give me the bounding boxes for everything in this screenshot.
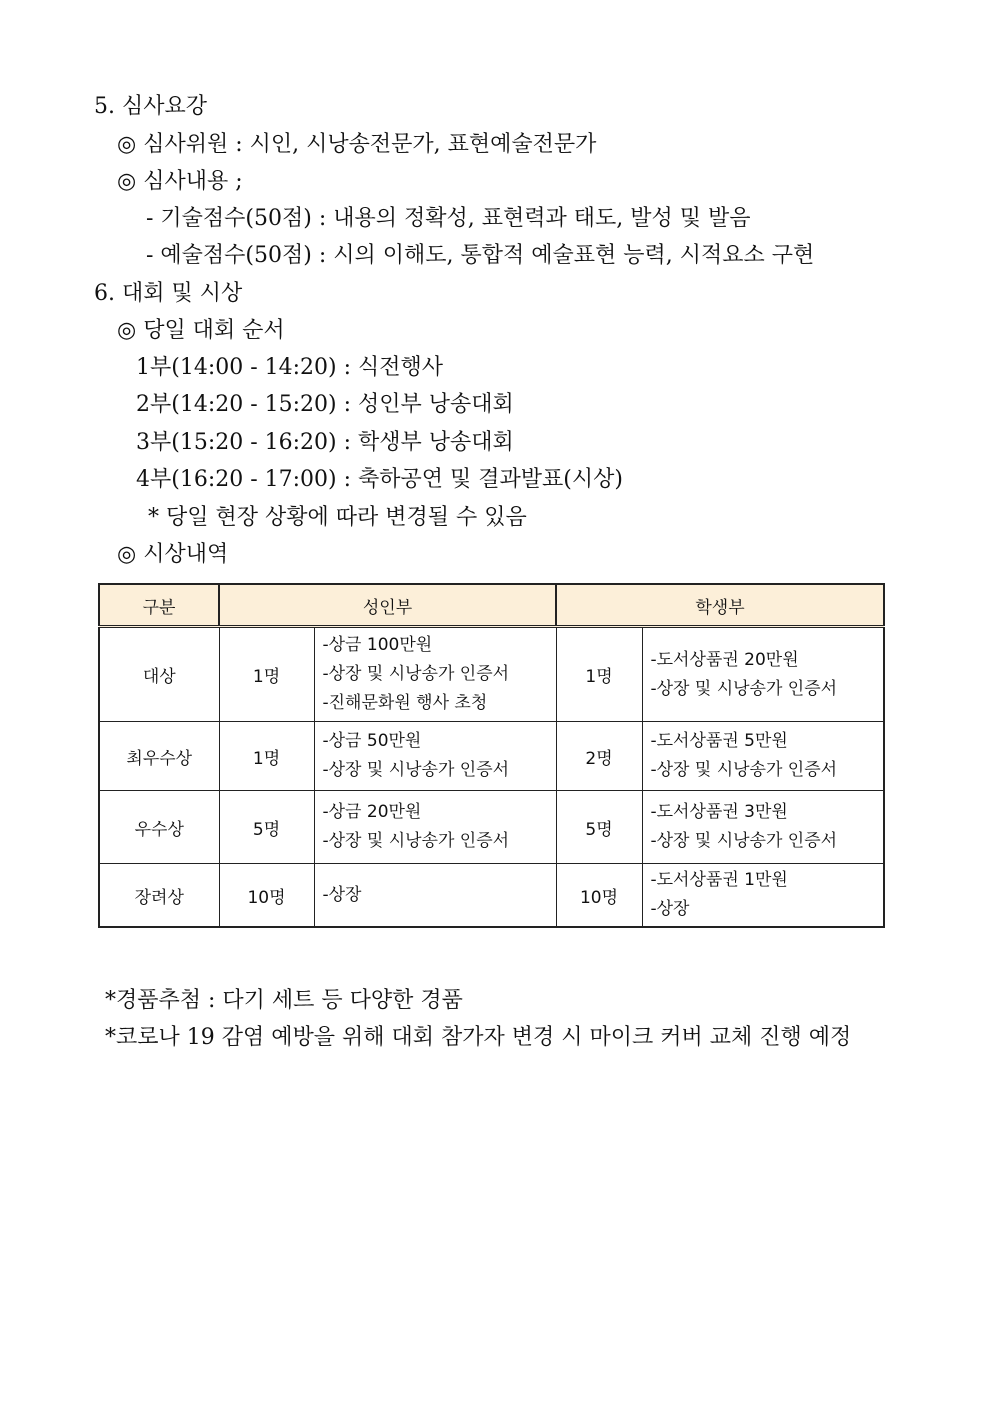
prize-line: -상금 100만원 [322,635,433,655]
adult-count: 1명 [219,722,314,791]
prize-line: -도서상품권 5만원 [650,731,788,751]
adult-count: 10명 [219,864,314,928]
schedule-item: 1부(14:00 - 14:20) : 식전행사 [136,355,444,380]
technical-score-line: - 기술점수(50점) : 내용의 정확성, 표현력과 태도, 발성 및 발음 [146,206,751,231]
artistic-score-line: - 예술점수(50점) : 시의 이해도, 통합적 예술표현 능력, 시적요소 구현 [146,243,815,268]
prize-line: -상장 [322,884,362,905]
table-row [99,791,884,864]
prize-line: -상장 및 시낭송가 인증서 [650,831,838,851]
student-count: 1명 [556,627,642,722]
prize-line: -도서상품권 3만원 [650,802,788,822]
award-category: 최우수상 [99,722,219,791]
prize-line: -상장 및 시낭송가 인증서 [322,664,510,684]
table-header-row [99,584,884,627]
footnote-covid: *코로나 19 감염 예방을 위해 대회 참가자 변경 시 마이크 커버 교체 진행 예정 [105,1025,852,1050]
award-category: 대상 [99,627,219,722]
student-count: 2명 [556,722,642,791]
table-row [99,627,884,722]
judging-content-label: ◎ 심사내용 ; [117,169,243,194]
awards-table [98,583,885,928]
section-6-heading: 6. 대회 및 시상 [94,281,243,306]
prize-line: -상장 및 시낭송가 인증서 [322,831,510,851]
table-row [99,722,884,791]
footnote-prize-draw: *경품추첨 : 다기 세트 등 다양한 경품 [105,988,463,1013]
header-category: 구분 [99,584,219,627]
student-count: 5명 [556,791,642,864]
prize-line: -상장 및 시낭송가 인증서 [650,678,838,699]
adult-prizes [314,722,556,791]
judges-line: ◎ 심사위원 : 시인, 시낭송전문가, 표현예술전문가 [117,132,597,157]
prize-line: -상금 50만원 [322,731,422,751]
adult-count: 1명 [219,627,314,722]
adult-prizes [314,791,556,864]
prize-line: -상장 및 시낭송가 인증서 [650,760,838,780]
adult-prizes [314,864,556,928]
adult-prizes [314,627,556,722]
prize-line: -도서상품권 20만원 [650,649,799,670]
prize-line: -상금 20만원 [322,802,422,822]
header-adult: 성인부 [219,584,556,627]
student-prizes [642,864,884,928]
table-row [99,864,884,928]
adult-count: 5명 [219,791,314,864]
award-category: 우수상 [99,791,219,864]
student-prizes [642,791,884,864]
event-order-label: ◎ 당일 대회 순서 [117,318,285,343]
schedule-item: 4부(16:20 - 17:00) : 축하공연 및 결과발표(시상) [136,467,623,492]
student-prizes [642,722,884,791]
schedule-item: 2부(14:20 - 15:20) : 성인부 낭송대회 [136,392,514,417]
section-5-heading: 5. 심사요강 [94,94,207,119]
prize-line: -상장 [650,899,690,919]
prize-line: -도서상품권 1만원 [650,870,788,890]
prize-line: -상장 및 시낭송가 인증서 [322,760,510,780]
prize-line: -진해문화원 행사 초청 [322,693,488,713]
awards-label: ◎ 시상내역 [117,542,229,567]
student-count: 10명 [556,864,642,928]
award-category: 장려상 [99,864,219,928]
schedule-item: 3부(15:20 - 16:20) : 학생부 낭송대회 [136,430,514,455]
header-student: 학생부 [556,584,884,627]
student-prizes [642,627,884,722]
schedule-note: * 당일 현장 상황에 따라 변경될 수 있음 [148,505,527,530]
